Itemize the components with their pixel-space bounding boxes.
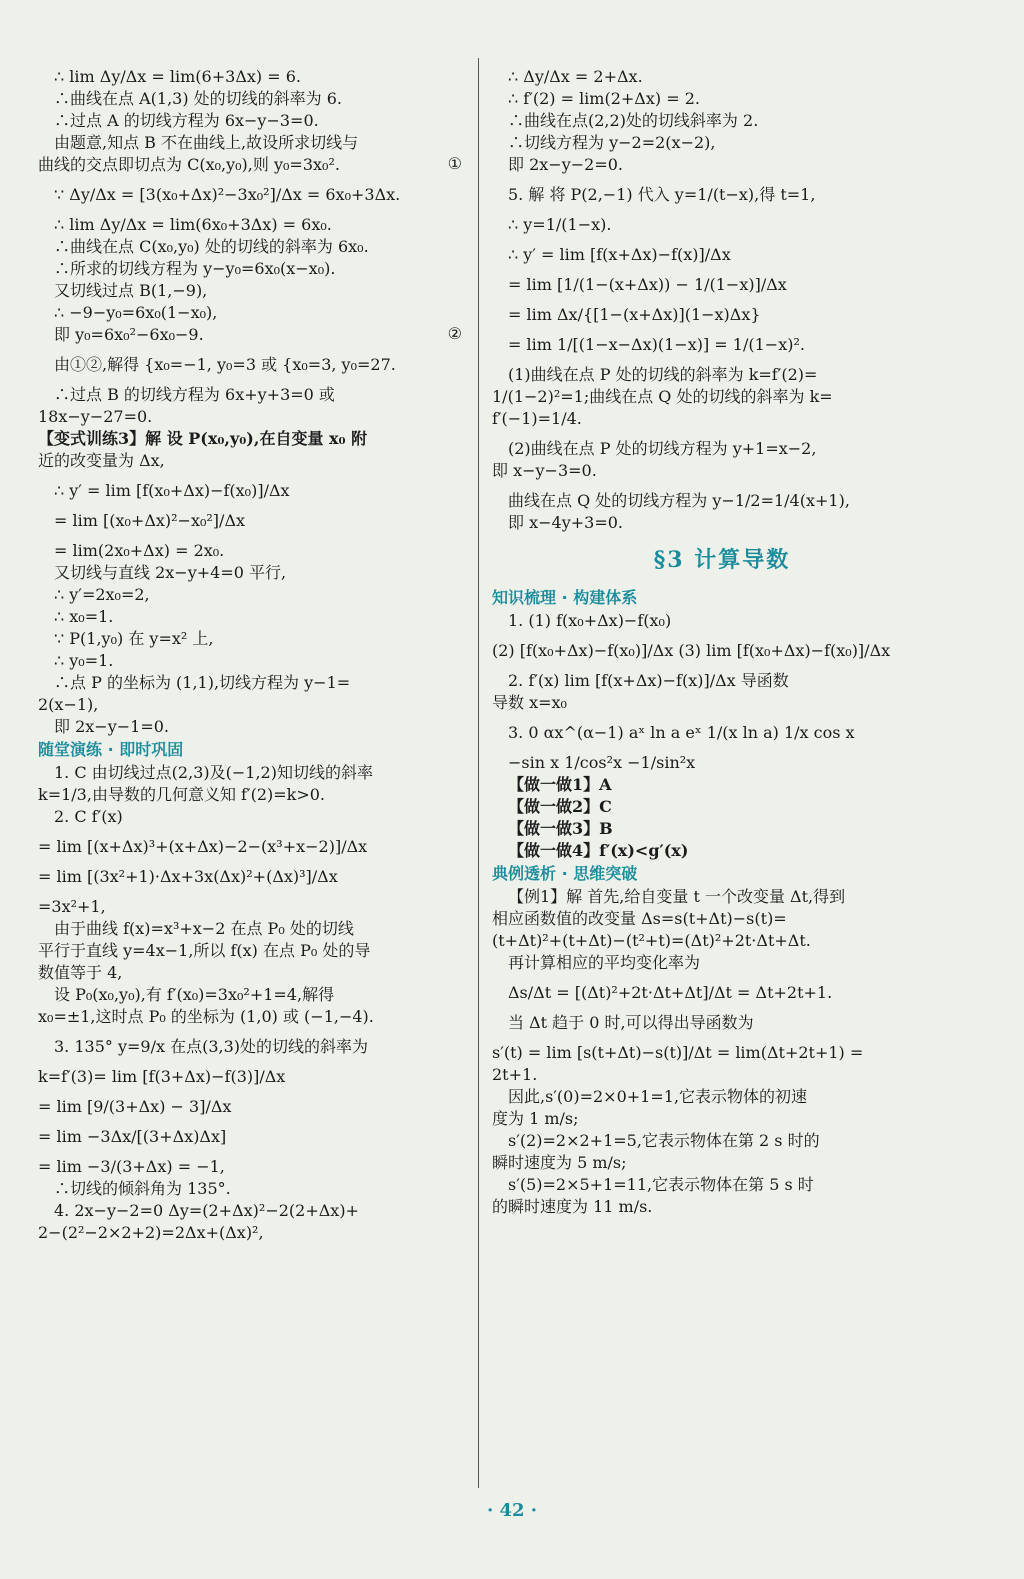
text-line: f′(−1)=1/4. bbox=[492, 409, 582, 428]
section-heading: 知识梳理 · 构建体系 bbox=[492, 588, 638, 607]
text-line: ∴曲线在点 C(x₀,y₀) 处的切线的斜率为 6x₀. bbox=[54, 237, 369, 256]
practice-answer: 【做一做3】B bbox=[508, 819, 613, 838]
text-line: ∴过点 B 的切线方程为 6x+y+3=0 或 bbox=[54, 385, 335, 404]
text-line: = lim 1/[(1−x−Δx)(1−x)] = 1/(1−x)². bbox=[508, 335, 805, 354]
text-line: 2−(2²−2×2+2)=2Δx+(Δx)², bbox=[38, 1223, 264, 1242]
section-heading: 典例透析 · 思维突破 bbox=[492, 864, 638, 883]
text-line: x₀=±1,这时点 P₀ 的坐标为 (1,0) 或 (−1,−4). bbox=[38, 1007, 374, 1026]
text-line: k=f′(3)= lim [f(3+Δx)−f(3)]/Δx bbox=[38, 1067, 286, 1086]
text-line: 1. C 由切线过点(2,3)及(−1,2)知切线的斜率 bbox=[54, 763, 373, 782]
text-line: 再计算相应的平均变化率为 bbox=[508, 953, 701, 972]
text-line: 由于曲线 f(x)=x³+x−2 在点 P₀ 处的切线 bbox=[54, 919, 354, 938]
text-line: (2)曲线在点 P 处的切线方程为 y+1=x−2, bbox=[508, 439, 817, 458]
text-line: 近的改变量为 Δx, bbox=[38, 451, 165, 470]
text-line: ∴ f′(2) = lim(2+Δx) = 2. bbox=[508, 89, 700, 108]
left-column bbox=[38, 58, 470, 1484]
text-line: 数值等于 4, bbox=[38, 963, 123, 982]
text-line: 1/(1−2)²=1;曲线在点 Q 处的切线的斜率为 k= bbox=[492, 387, 833, 406]
exercise-heading: 【变式训练3】解 设 P(x₀,y₀),在自变量 x₀ 附 bbox=[38, 429, 368, 448]
text-line: −sin x 1/cos²x −1/sin²x bbox=[508, 753, 696, 772]
text-line: 导数 x=x₀ bbox=[492, 693, 567, 712]
text-line: 曲线的交点即切点为 C(x₀,y₀),则 y₀=3x₀². bbox=[38, 155, 340, 174]
text-line: ∴ −9−y₀=6x₀(1−x₀), bbox=[54, 303, 218, 322]
practice-answer: 【做一做1】A bbox=[508, 775, 612, 794]
text-line: ∴ y=1/(1−x). bbox=[508, 215, 612, 234]
text-line: 2t+1. bbox=[492, 1065, 538, 1084]
text-line: ∵ Δy/Δx = [3(x₀+Δx)²−3x₀²]/Δx = 6x₀+3Δx. bbox=[54, 185, 401, 204]
section-heading: 随堂演练 · 即时巩固 bbox=[38, 740, 184, 759]
text-line: = lim [(x₀+Δx)²−x₀²]/Δx bbox=[54, 511, 246, 530]
text-line: ∴ y₀=1. bbox=[54, 651, 114, 670]
practice-answer: 【做一做4】f′(x)<g′(x) bbox=[508, 841, 689, 860]
text-line: k=1/3,由导数的几何意义知 f′(2)=k>0. bbox=[38, 785, 326, 804]
text-line: 5. 解 将 P(2,−1) 代入 y=1/(t−x),得 t=1, bbox=[508, 185, 816, 204]
text-line: 即 y₀=6x₀²−6x₀−9. bbox=[54, 325, 204, 344]
text-line: (2) [f(x₀+Δx)−f(x₀)]/Δx (3) lim [f(x₀+Δx)−f(x₀)]/Δx bbox=[492, 641, 891, 660]
text-line: = lim [(3x²+1)·Δx+3x(Δx)²+(Δx)³]/Δx bbox=[38, 867, 338, 886]
text-line: ∴过点 A 的切线方程为 6x−y−3=0. bbox=[54, 111, 319, 130]
text-line: ∴ lim Δy/Δx = lim(6+3Δx) = 6. bbox=[54, 67, 301, 86]
text-line: 由①②,解得 {x₀=−1, y₀=3 或 {x₀=3, y₀=27. bbox=[54, 355, 396, 374]
page-number: · 42 · bbox=[486, 1500, 538, 1521]
text-line: s′(2)=2×2+1=5,它表示物体在第 2 s 时的 bbox=[508, 1131, 820, 1150]
text-line: 又切线与直线 2x−y+4=0 平行, bbox=[54, 563, 287, 582]
text-line: 【例1】解 首先,给自变量 t 一个改变量 Δt,得到 bbox=[508, 887, 846, 906]
text-line: 相应函数值的改变量 Δs=s(t+Δt)−s(t)= bbox=[492, 909, 787, 928]
text-line: 3. 135° y=9/x 在点(3,3)处的切线的斜率为 bbox=[54, 1037, 369, 1056]
text-line: 2. C f′(x) bbox=[54, 807, 123, 826]
text-line: ∴切线方程为 y−2=2(x−2), bbox=[508, 133, 716, 152]
text-line: = lim Δx/{[1−(x+Δx)](1−x)Δx} bbox=[508, 305, 761, 324]
text-line: = lim(2x₀+Δx) = 2x₀. bbox=[54, 541, 225, 560]
text-line: ∴曲线在点(2,2)处的切线斜率为 2. bbox=[508, 111, 759, 130]
column-divider bbox=[478, 58, 479, 1488]
text-line: ∴ x₀=1. bbox=[54, 607, 114, 626]
text-line: 2(x−1), bbox=[38, 695, 99, 714]
text-line: ∴ y′=2x₀=2, bbox=[54, 585, 150, 604]
chapter-title: §3 计算导数 bbox=[653, 547, 791, 573]
text-line: s′(5)=2×5+1=11,它表示物体在第 5 s 时 bbox=[508, 1175, 814, 1194]
text-line: ∵ P(1,y₀) 在 y=x² 上, bbox=[54, 629, 214, 648]
text-line: 4. 2x−y−2=0 Δy=(2+Δx)²−2(2+Δx)+ bbox=[54, 1201, 359, 1220]
text-line: =3x²+1, bbox=[38, 897, 106, 916]
text-line: ∴点 P 的坐标为 (1,1),切线方程为 y−1= bbox=[54, 673, 351, 692]
text-line: Δs/Δt = [(Δt)²+2t·Δt+Δt]/Δt = Δt+2t+1. bbox=[508, 983, 833, 1002]
equation-mark-2: ② bbox=[447, 324, 462, 343]
text-line: ∴曲线在点 A(1,3) 处的切线的斜率为 6. bbox=[54, 89, 343, 108]
text-line: ∴ y′ = lim [f(x₀+Δx)−f(x₀)]/Δx bbox=[54, 481, 290, 500]
text-line: 设 P₀(x₀,y₀),有 f′(x₀)=3x₀²+1=4,解得 bbox=[54, 985, 335, 1004]
text-line: 由题意,知点 B 不在曲线上,故设所求切线与 bbox=[54, 133, 359, 152]
text-line: ∴ y′ = lim [f(x+Δx)−f(x)]/Δx bbox=[508, 245, 731, 264]
text-line: = lim [(x+Δx)³+(x+Δx)−2−(x³+x−2)]/Δx bbox=[38, 837, 368, 856]
text-line: 2. f′(x) lim [f(x+Δx)−f(x)]/Δx 导函数 bbox=[508, 671, 789, 690]
practice-answer: 【做一做2】C bbox=[508, 797, 612, 816]
text-line: 即 x−4y+3=0. bbox=[508, 513, 623, 532]
text-line: 瞬时速度为 5 m/s; bbox=[492, 1153, 627, 1172]
text-line: ∴ lim Δy/Δx = lim(6x₀+3Δx) = 6x₀. bbox=[54, 215, 332, 234]
text-line: = lim [1/(1−(x+Δx)) − 1/(1−x)]/Δx bbox=[508, 275, 787, 294]
text-line: 曲线在点 Q 处的切线方程为 y−1/2=1/4(x+1), bbox=[508, 491, 850, 510]
text-line: 即 2x−y−2=0. bbox=[508, 155, 623, 174]
text-line: = lim −3Δx/[(3+Δx)Δx] bbox=[38, 1127, 227, 1146]
text-line: = lim −3/(3+Δx) = −1, bbox=[38, 1157, 225, 1176]
text-line: ∴ Δy/Δx = 2+Δx. bbox=[508, 67, 643, 86]
text-line: ∴切线的倾斜角为 135°. bbox=[54, 1179, 231, 1198]
text-line: 当 Δt 趋于 0 时,可以得出导函数为 bbox=[508, 1013, 754, 1032]
text-line: 又切线过点 B(1,−9), bbox=[54, 281, 208, 300]
text-line: ∴所求的切线方程为 y−y₀=6x₀(x−x₀). bbox=[54, 259, 336, 278]
text-line: 即 2x−y−1=0. bbox=[54, 717, 169, 736]
text-line: = lim [9/(3+Δx) − 3]/Δx bbox=[38, 1097, 232, 1116]
text-line: (1)曲线在点 P 处的切线的斜率为 k=f′(2)= bbox=[508, 365, 818, 384]
right-column bbox=[492, 58, 952, 1484]
text-line: 平行于直线 y=4x−1,所以 f(x) 在点 P₀ 处的导 bbox=[38, 941, 371, 960]
text-line: 1. (1) f(x₀+Δx)−f(x₀) bbox=[508, 611, 672, 630]
text-line: (t+Δt)²+(t+Δt)−(t²+t)=(Δt)²+2t·Δt+Δt. bbox=[492, 931, 811, 950]
text-line: 因此,s′(0)=2×0+1=1,它表示物体的初速 bbox=[508, 1087, 808, 1106]
text-line: 即 x−y−3=0. bbox=[492, 461, 597, 480]
text-line: 度为 1 m/s; bbox=[492, 1109, 579, 1128]
equation-mark-1: ① bbox=[447, 154, 462, 173]
text-line: 的瞬时速度为 11 m/s. bbox=[492, 1197, 653, 1216]
text-line: 18x−y−27=0. bbox=[38, 407, 153, 426]
text-line: s′(t) = lim [s(t+Δt)−s(t)]/Δt = lim(Δt+2t+1) = bbox=[492, 1043, 864, 1062]
text-line: 3. 0 αx^(α−1) aˣ ln a eˣ 1/(x ln a) 1/x cos x bbox=[508, 723, 855, 742]
